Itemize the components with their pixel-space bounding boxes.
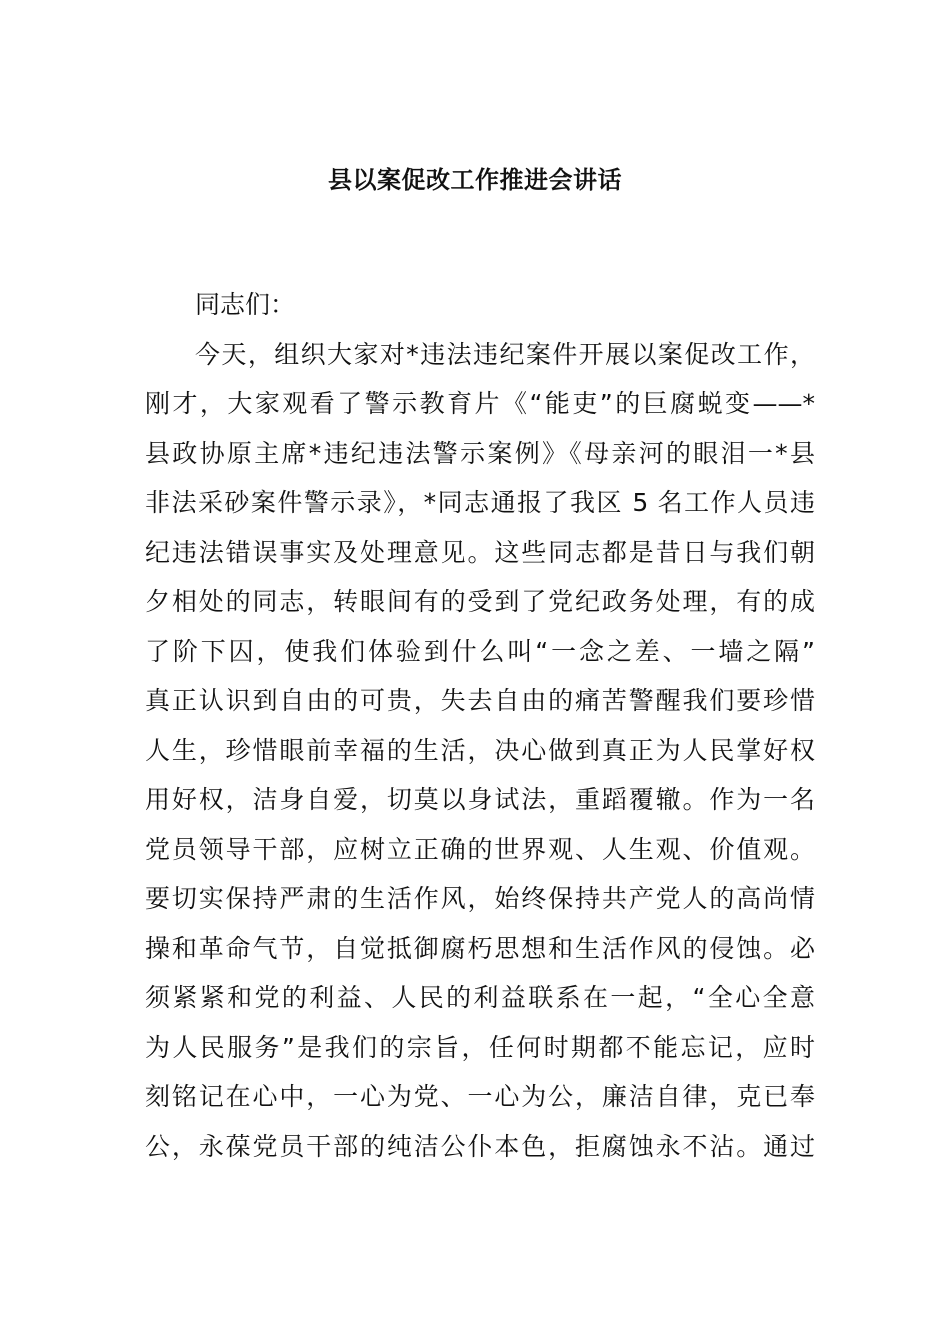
paragraph-line: 公，永葆党员干部的纯洁公仆本色，拒腐蚀永不沾。通过 [145, 1131, 815, 1161]
paragraph-line: 须紧紧和党的利益、人民的利益联系在一起，“全心全意 [145, 983, 815, 1012]
paragraph-line: 今天，组织大家对*违法违纪案件开展以案促改工作， [195, 339, 815, 369]
paragraph-line: 用好权，洁身自爱，切莫以身试法，重蹈覆辙。作为一名 [145, 785, 815, 814]
paragraph-line: 为人民服务”是我们的宗旨，任何时期都不能忘记，应时 [145, 1032, 815, 1062]
paragraph-line: 夕相处的同志，转眼间有的受到了党纪政务处理，有的成 [145, 587, 815, 616]
paragraph-line: 纪违法错误事实及处理意见。这些同志都是昔日与我们朝 [145, 537, 815, 567]
paragraph-line: 真正认识到自由的可贵，失去自由的痛苦警醒我们要珍惜 [145, 686, 815, 715]
paragraph-line: 县政协原主席*违纪违法警示案例》《母亲河的眼泪一*县 [145, 438, 815, 468]
paragraph-line: 非法采砂案件警示录》，*同志通报了我区 5 名工作人员违 [145, 488, 815, 517]
paragraph-line: 了阶下囚，使我们体验到什么叫“一念之差、一墙之隔” [145, 636, 815, 666]
paragraph-line: 刻铭记在心中，一心为党、一心为公，廉洁自律，克已奉 [145, 1082, 815, 1111]
paragraph-line: 要切实保持严肃的生活作风，始终保持共产党人的高尚情 [145, 884, 815, 913]
paragraph-line: 人生，珍惜眼前幸福的生活，决心做到真正为人民掌好权 [145, 735, 815, 765]
document-title: 县以案促改工作推进会讲话 [328, 166, 622, 194]
salutation: 同志们： [195, 290, 296, 319]
paragraph-line: 操和革命气节，自觉抵御腐朽思想和生活作风的侵蚀。必 [145, 933, 815, 963]
paragraph-line: 刚才，大家观看了警示教育片《“能吏”的巨腐蜕变——* [145, 389, 815, 418]
document-body [145, 280, 815, 1171]
paragraph-line: 党员领导干部，应树立正确的世界观、人生观、价值观。 [145, 834, 815, 864]
